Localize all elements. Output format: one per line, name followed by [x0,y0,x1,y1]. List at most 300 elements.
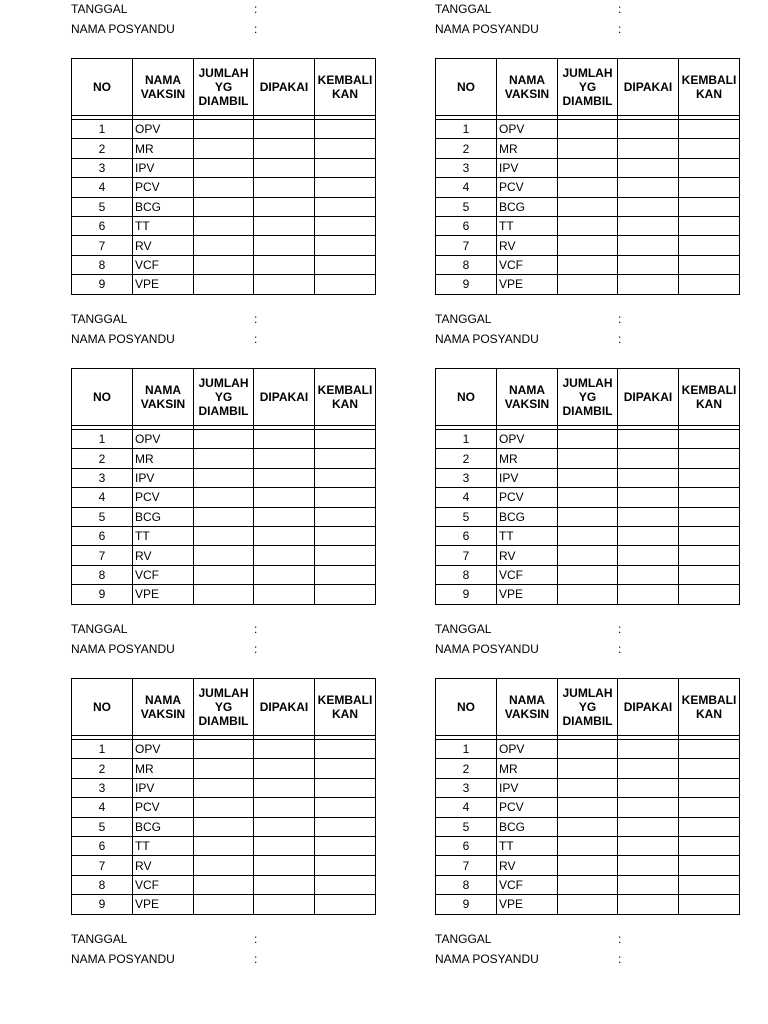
dipakai-cell[interactable] [254,468,315,487]
dipakai-cell[interactable] [618,778,679,797]
dipakai-cell[interactable] [254,759,315,778]
jumlah-diambil-cell[interactable] [558,468,618,487]
row-number: 2 [72,449,133,468]
header-jumlah-yg-diambil [558,369,618,426]
jumlah-diambil-cell[interactable] [194,178,254,197]
table-row [436,546,740,565]
row-number: 8 [72,255,133,274]
dipakai-cell[interactable] [618,197,679,216]
kembalikan-cell[interactable] [315,255,376,274]
jumlah-diambil-cell[interactable] [558,856,618,875]
jumlah-diambil-cell[interactable] [558,158,618,177]
header-nama-vaksin [133,679,194,736]
jumlah-diambil-cell[interactable] [194,216,254,235]
row-number: 9 [436,585,497,604]
table-row [72,120,376,139]
kembalikan-cell[interactable] [679,488,740,507]
vaccine-name: IPV [133,158,194,177]
kembalikan-cell[interactable] [679,178,740,197]
dipakai-cell[interactable] [254,798,315,817]
nama-posyandu-label: NAMA POSYANDU [71,642,175,656]
tanggal-label: TANGGAL [71,622,128,636]
dipakai-cell[interactable] [618,585,679,604]
jumlah-diambil-cell[interactable] [558,798,618,817]
header-dipakai [254,679,315,736]
vaccine-name: IPV [497,468,558,487]
vaccine-name: RV [497,856,558,875]
dipakai-cell[interactable] [618,449,679,468]
table-row [72,565,376,584]
vaccine-name: PCV [133,178,194,197]
dipakai-cell[interactable] [618,875,679,894]
row-number: 3 [436,778,497,797]
table-row [436,430,740,449]
jumlah-diambil-cell[interactable] [194,158,254,177]
row-number: 7 [72,546,133,565]
header-no-text: NO [457,390,475,404]
tanggal-label: TANGGAL [435,932,492,946]
kembalikan-cell[interactable] [315,139,376,158]
table-header-row [436,59,740,116]
header-dipakai-text: DIPAKAI [259,80,309,94]
table-row [72,139,376,158]
vaccine-table [435,678,740,915]
dipakai-cell[interactable] [254,430,315,449]
kembalikan-cell[interactable] [315,488,376,507]
kembalikan-cell[interactable] [679,798,740,817]
jumlah-diambil-cell[interactable] [194,120,254,139]
header-dipakai [618,369,679,426]
jumlah-diambil-cell[interactable] [194,778,254,797]
dipakai-cell[interactable] [618,856,679,875]
kembalikan-cell[interactable] [315,430,376,449]
dipakai-cell[interactable] [618,236,679,255]
header-no-text: NO [93,80,111,94]
kembalikan-cell[interactable] [315,178,376,197]
row-number: 8 [436,565,497,584]
kembalikan-cell[interactable] [679,507,740,526]
kembalikan-cell[interactable] [679,817,740,836]
dipakai-cell[interactable] [254,836,315,855]
jumlah-diambil-cell[interactable] [194,895,254,914]
kembalikan-cell[interactable] [679,740,740,759]
jumlah-diambil-cell[interactable] [558,585,618,604]
dipakai-cell[interactable] [618,526,679,545]
vaccine-name: TT [497,216,558,235]
table-row [72,856,376,875]
row-number: 9 [436,895,497,914]
table-row [72,507,376,526]
header-nama-vaksin [497,679,558,736]
header-kan-line: KAN [332,87,358,101]
kembalikan-cell[interactable] [679,197,740,216]
kembalikan-cell[interactable] [679,856,740,875]
dipakai-cell[interactable] [254,585,315,604]
dipakai-cell[interactable] [254,178,315,197]
vaccine-name: OPV [497,430,558,449]
header-dipakai [254,59,315,116]
kembalikan-cell[interactable] [315,158,376,177]
jumlah-diambil-cell[interactable] [194,798,254,817]
header-kan-line: KAN [696,707,722,721]
nama-posyandu-label: NAMA POSYANDU [435,332,539,346]
dipakai-cell[interactable] [618,895,679,914]
nama-posyandu-label: NAMA POSYANDU [71,332,175,346]
vaccine-name: TT [497,526,558,545]
dipakai-cell[interactable] [254,120,315,139]
header-nama-line: NAMA [145,383,181,397]
vaccine-name: VPE [133,895,194,914]
header-no-text: NO [93,390,111,404]
kembalikan-cell[interactable] [315,836,376,855]
dipakai-cell[interactable] [618,546,679,565]
row-number: 7 [72,236,133,255]
row-number: 5 [436,817,497,836]
jumlah-diambil-cell[interactable] [558,178,618,197]
dipakai-cell[interactable] [254,488,315,507]
jumlah-diambil-cell[interactable] [194,856,254,875]
kembalikan-cell[interactable] [315,216,376,235]
header-no-text: NO [457,700,475,714]
table-row [436,875,740,894]
tanggal-label: TANGGAL [71,312,128,326]
nama-posyandu-colon: : [254,332,258,346]
kembalikan-cell[interactable] [679,255,740,274]
jumlah-diambil-cell[interactable] [558,120,618,139]
jumlah-diambil-cell[interactable] [194,139,254,158]
dipakai-cell[interactable] [254,449,315,468]
jumlah-diambil-cell[interactable] [558,216,618,235]
row-number: 9 [72,275,133,294]
row-number: 1 [436,740,497,759]
header-dipakai [618,679,679,736]
table-row [436,759,740,778]
kembalikan-cell[interactable] [679,120,740,139]
dipakai-cell[interactable] [618,488,679,507]
jumlah-diambil-cell[interactable] [558,430,618,449]
kembalikan-cell[interactable] [679,778,740,797]
jumlah-diambil-cell[interactable] [194,449,254,468]
table-row [436,139,740,158]
dipakai-cell[interactable] [618,120,679,139]
header-yg-line: YG [214,390,233,404]
jumlah-diambil-cell[interactable] [558,740,618,759]
jumlah-diambil-cell[interactable] [558,139,618,158]
dipakai-cell[interactable] [618,507,679,526]
kembalikan-cell[interactable] [679,836,740,855]
kembalikan-cell[interactable] [315,468,376,487]
kembalikan-cell[interactable] [315,895,376,914]
jumlah-diambil-cell[interactable] [194,565,254,584]
row-number: 1 [436,430,497,449]
jumlah-diambil-cell[interactable] [558,255,618,274]
jumlah-diambil-cell[interactable] [194,255,254,274]
kembalikan-cell[interactable] [315,856,376,875]
dipakai-cell[interactable] [254,158,315,177]
header-vaksin-line: VAKSIN [140,397,186,411]
vaccine-name: OPV [133,740,194,759]
jumlah-diambil-cell[interactable] [558,875,618,894]
jumlah-diambil-cell[interactable] [558,236,618,255]
dipakai-cell[interactable] [254,546,315,565]
header-nama-vaksin [497,369,558,426]
kembalikan-cell[interactable] [679,236,740,255]
table-row [72,798,376,817]
header-no [72,59,133,116]
jumlah-diambil-cell[interactable] [194,836,254,855]
row-number: 6 [72,836,133,855]
row-number: 8 [436,255,497,274]
dipakai-cell[interactable] [618,798,679,817]
header-nama-line: NAMA [145,73,181,87]
kembalikan-cell[interactable] [679,449,740,468]
table-row [72,158,376,177]
row-number: 4 [436,488,497,507]
header-kembali-line: KEMBALI [681,383,737,397]
kembalikan-cell[interactable] [315,120,376,139]
kembalikan-cell[interactable] [315,585,376,604]
dipakai-cell[interactable] [254,875,315,894]
jumlah-diambil-cell[interactable] [558,526,618,545]
row-number: 7 [436,236,497,255]
jumlah-diambil-cell[interactable] [558,449,618,468]
nama-posyandu-colon: : [254,642,258,656]
row-number: 3 [72,468,133,487]
jumlah-diambil-cell[interactable] [558,565,618,584]
dipakai-cell[interactable] [254,507,315,526]
vaccine-name: RV [133,546,194,565]
vaccine-name: IPV [133,468,194,487]
dipakai-cell[interactable] [254,275,315,294]
jumlah-diambil-cell[interactable] [194,875,254,894]
kembalikan-cell[interactable] [315,875,376,894]
kembalikan-cell[interactable] [679,216,740,235]
row-number: 2 [72,139,133,158]
jumlah-diambil-cell[interactable] [558,778,618,797]
kembalikan-cell[interactable] [315,507,376,526]
table-row [72,817,376,836]
dipakai-cell[interactable] [254,197,315,216]
row-number: 9 [72,895,133,914]
dipakai-cell[interactable] [618,468,679,487]
jumlah-diambil-cell[interactable] [558,488,618,507]
header-yg-line: YG [214,700,233,714]
vaccine-name: IPV [497,778,558,797]
table-row [72,585,376,604]
tanggal-colon: : [618,932,622,946]
jumlah-diambil-cell[interactable] [558,759,618,778]
row-number: 1 [436,120,497,139]
header-kembalikan [315,679,376,736]
dipakai-cell[interactable] [254,139,315,158]
table-row [72,526,376,545]
nama-posyandu-colon: : [618,332,622,346]
table-row [72,488,376,507]
vaccine-name: RV [133,856,194,875]
dipakai-cell[interactable] [618,430,679,449]
kembalikan-cell[interactable] [315,817,376,836]
header-nama-line: NAMA [509,693,545,707]
dipakai-cell[interactable] [618,139,679,158]
kembalikan-cell[interactable] [679,468,740,487]
vaccine-name: BCG [133,507,194,526]
dipakai-cell[interactable] [618,759,679,778]
jumlah-diambil-cell[interactable] [558,275,618,294]
tanggal-colon: : [254,312,258,326]
header-dipakai-text: DIPAKAI [623,80,673,94]
table-row [72,836,376,855]
header-no-text: NO [457,80,475,94]
jumlah-diambil-cell[interactable] [194,507,254,526]
header-kembalikan [679,59,740,116]
header-diambil-line: DIAMBIL [562,94,613,108]
table-row [72,216,376,235]
jumlah-diambil-cell[interactable] [558,817,618,836]
table-row [436,740,740,759]
row-number: 4 [72,798,133,817]
kembalikan-cell[interactable] [679,895,740,914]
kembalikan-cell[interactable] [315,798,376,817]
jumlah-diambil-cell[interactable] [558,895,618,914]
dipakai-cell[interactable] [618,565,679,584]
kembalikan-cell[interactable] [679,565,740,584]
row-number: 5 [72,817,133,836]
dipakai-cell[interactable] [618,158,679,177]
vaccine-name: PCV [497,488,558,507]
table-header-row [436,679,740,736]
vaccine-name: MR [497,759,558,778]
header-kan-line: KAN [696,87,722,101]
kembalikan-cell[interactable] [315,449,376,468]
kembalikan-cell[interactable] [315,740,376,759]
row-number: 7 [436,546,497,565]
jumlah-diambil-cell[interactable] [558,507,618,526]
nama-posyandu-colon: : [618,22,622,36]
table-row [436,488,740,507]
table-row [436,856,740,875]
dipakai-cell[interactable] [618,817,679,836]
kembalikan-cell[interactable] [679,759,740,778]
header-vaksin-line: VAKSIN [504,87,550,101]
kembalikan-cell[interactable] [315,526,376,545]
vaccine-table [71,678,376,915]
jumlah-diambil-cell[interactable] [194,275,254,294]
dipakai-cell[interactable] [254,895,315,914]
dipakai-cell[interactable] [254,565,315,584]
dipakai-cell[interactable] [254,236,315,255]
table-row [436,275,740,294]
jumlah-diambil-cell[interactable] [194,430,254,449]
row-number: 2 [436,139,497,158]
dipakai-cell[interactable] [618,178,679,197]
table-row [72,778,376,797]
dipakai-cell[interactable] [254,856,315,875]
header-no [72,369,133,426]
row-number: 4 [72,178,133,197]
dipakai-cell[interactable] [618,255,679,274]
row-number: 6 [436,526,497,545]
table-row [72,197,376,216]
tanggal-colon: : [618,312,622,326]
dipakai-cell[interactable] [254,255,315,274]
jumlah-diambil-cell[interactable] [194,526,254,545]
kembalikan-cell[interactable] [679,585,740,604]
kembalikan-cell[interactable] [679,546,740,565]
kembalikan-cell[interactable] [315,759,376,778]
kembalikan-cell[interactable] [679,875,740,894]
row-number: 5 [436,507,497,526]
vaccine-name: VPE [133,275,194,294]
dipakai-cell[interactable] [618,275,679,294]
kembalikan-cell[interactable] [315,778,376,797]
jumlah-diambil-cell[interactable] [194,759,254,778]
header-jumlah-yg-diambil [194,679,254,736]
dipakai-cell[interactable] [254,740,315,759]
dipakai-cell[interactable] [254,817,315,836]
kembalikan-cell[interactable] [679,430,740,449]
kembalikan-cell[interactable] [315,275,376,294]
jumlah-diambil-cell[interactable] [194,488,254,507]
dipakai-cell[interactable] [254,216,315,235]
dipakai-cell[interactable] [618,836,679,855]
header-jumlah-line: JUMLAH [562,66,613,80]
table-row [436,236,740,255]
dipakai-cell[interactable] [618,740,679,759]
header-nama-line: NAMA [509,383,545,397]
jumlah-diambil-cell[interactable] [194,236,254,255]
kembalikan-cell[interactable] [679,158,740,177]
dipakai-cell[interactable] [254,778,315,797]
header-dipakai [618,59,679,116]
jumlah-diambil-cell[interactable] [558,546,618,565]
row-number: 4 [436,178,497,197]
jumlah-diambil-cell[interactable] [194,197,254,216]
kembalikan-cell[interactable] [679,526,740,545]
jumlah-diambil-cell[interactable] [194,740,254,759]
dipakai-cell[interactable] [618,216,679,235]
row-number: 5 [436,197,497,216]
jumlah-diambil-cell[interactable] [194,468,254,487]
jumlah-diambil-cell[interactable] [194,546,254,565]
kembalikan-cell[interactable] [315,197,376,216]
header-yg-line: YG [214,80,233,94]
table-row [72,178,376,197]
header-diambil-line: DIAMBIL [198,714,249,728]
kembalikan-cell[interactable] [679,275,740,294]
dipakai-cell[interactable] [254,526,315,545]
row-number: 2 [436,449,497,468]
table-row [72,740,376,759]
kembalikan-cell[interactable] [315,236,376,255]
vaccine-name: VCF [497,255,558,274]
vaccine-name: TT [133,836,194,855]
kembalikan-cell[interactable] [679,139,740,158]
jumlah-diambil-cell[interactable] [558,836,618,855]
row-number: 7 [72,856,133,875]
jumlah-diambil-cell[interactable] [558,197,618,216]
vaccine-name: TT [133,526,194,545]
nama-posyandu-colon: : [254,22,258,36]
kembalikan-cell[interactable] [315,546,376,565]
header-jumlah-line: JUMLAH [198,376,249,390]
vaccine-name: OPV [133,430,194,449]
jumlah-diambil-cell[interactable] [194,585,254,604]
header-yg-line: YG [578,80,597,94]
vaccine-name: BCG [497,817,558,836]
row-number: 3 [72,778,133,797]
kembalikan-cell[interactable] [315,565,376,584]
jumlah-diambil-cell[interactable] [194,817,254,836]
